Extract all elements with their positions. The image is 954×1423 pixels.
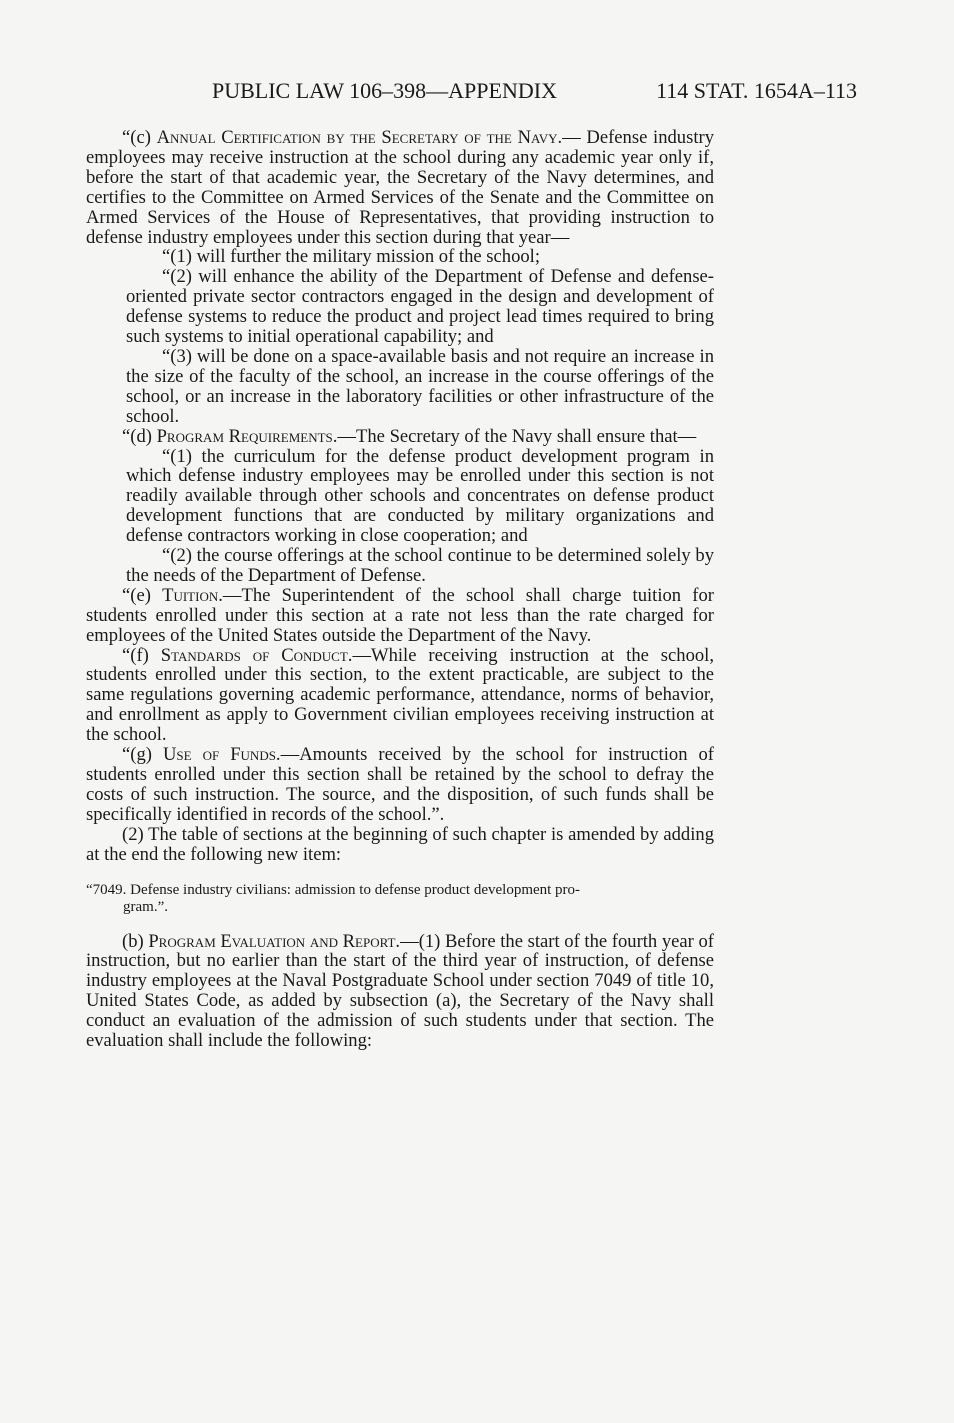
subsection-d-heading: Program Requirements. (156, 425, 338, 447)
subsection-d-label: “(d) (122, 425, 157, 447)
subsection-g (86, 745, 714, 825)
subsection-g-label: “(g) (122, 744, 163, 766)
table-of-sections-item (86, 882, 714, 916)
subsection-e-label: “(e) (122, 584, 163, 606)
document-body (86, 128, 714, 1051)
subsection-c (86, 128, 714, 247)
subsection-f-text: —While receiving instruction at the school, students enrolled under this section, to the extent practicable, are subject to the same regulations governing academic performance, attendance, norms of behavior, and enrollment as apply to Government civilian employees receiving instruction at the school. (86, 644, 714, 746)
toc-item-line2: gram.”. (123, 898, 168, 915)
subsection-e-heading: Tuition. (162, 584, 223, 606)
subsection-b-label: (b) (122, 930, 149, 952)
subsection-b-text: —(1) Before the start of the fourth year of instruction, but no earlier than the start of the third year of instruction, of defense industry employees at the Naval Postgraduate School under section 7049 of title 10, United States Code, as added by subsection (a), the Secretary of the Navy shall conduct an evaluation of the admission of such students under that section. The evaluation shall include the following: (86, 930, 714, 1052)
subsection-f (86, 646, 714, 746)
toc-item-line1: “7049. Defense industry civilians: admission to defense product development pro- (86, 881, 581, 898)
subsection-g-heading: Use of Funds. (162, 744, 281, 766)
running-title: PUBLIC LAW 106–398—APPENDIX (212, 78, 557, 103)
subsection-e (86, 586, 714, 646)
subsection-c-heading: Annual Certification by the Secretary of the Navy. (156, 127, 563, 148)
subsection-d (86, 427, 714, 447)
paragraph-c-1: “(1) will further the military mission of the school; (162, 246, 540, 268)
subsection-d-text: —The Secretary of the Navy shall ensure that— (337, 425, 697, 447)
amendment-paragraph-2: (2) The table of sections at the beginning of such chapter is amended by adding at the end the following new item: (86, 823, 714, 865)
paragraph-c-3: “(3) will be done on a space-available basis and not require an increase in the size of the faculty of the school, an increase in the course offerings of the school, or an increase in the laboratory facilities or other infrastructure of the school. (126, 345, 714, 427)
paragraph-c-2: “(2) will enhance the ability of the Department of Defense and defense-oriented private sector contractors engaged in the design and development of defense systems to reduce the product and project lead times required to bring such systems to initial operational capability; and (126, 266, 714, 348)
paragraph-d-2: “(2) the course offerings at the school continue to be determined solely by the needs of the Department of Defense. (126, 545, 714, 586)
subsection-f-label: “(f) (122, 644, 161, 666)
stat-citation: 114 STAT. 1654A–113 (656, 78, 857, 103)
subsection-b (86, 932, 714, 1051)
page-header (212, 78, 857, 108)
subsection-b-heading: Program Evaluation and Report. (148, 930, 401, 952)
subsection-c-label: “(c) (122, 127, 157, 148)
subsection-c-text: — Defense industry employees may receive instruction at the school during any academic year only if, before the start of that academic year, the Secretary of the Navy determines, and certifies to the Committee on Armed Services of the Senate and the Committee on Armed Services of the House of Representatives, that providing instruction to defense industry employees under this section during that year— (86, 127, 714, 248)
subsection-e-text: —The Superintendent of the school shall charge tuition for students enrolled under this section at a rate not less than the rate charged for employees of the United States outside the Department of the Navy. (86, 584, 714, 646)
subsection-g-text: —Amounts received by the school for instruction of students enrolled under this section shall be retained by the school to defray the costs of such instruction. The source, and the disposition, of such funds shall be specifically identified in records of the school.”. (86, 744, 714, 825)
paragraph-d-1: “(1) the curriculum for the defense product development program in which defense industry employees may be enrolled under this section is not readily available through other schools and concentrates on defense product development functions that are conducted by military organizations and defense contractors working in close cooperation; and (126, 445, 714, 547)
subsection-f-heading: Standards of Conduct. (160, 644, 353, 666)
